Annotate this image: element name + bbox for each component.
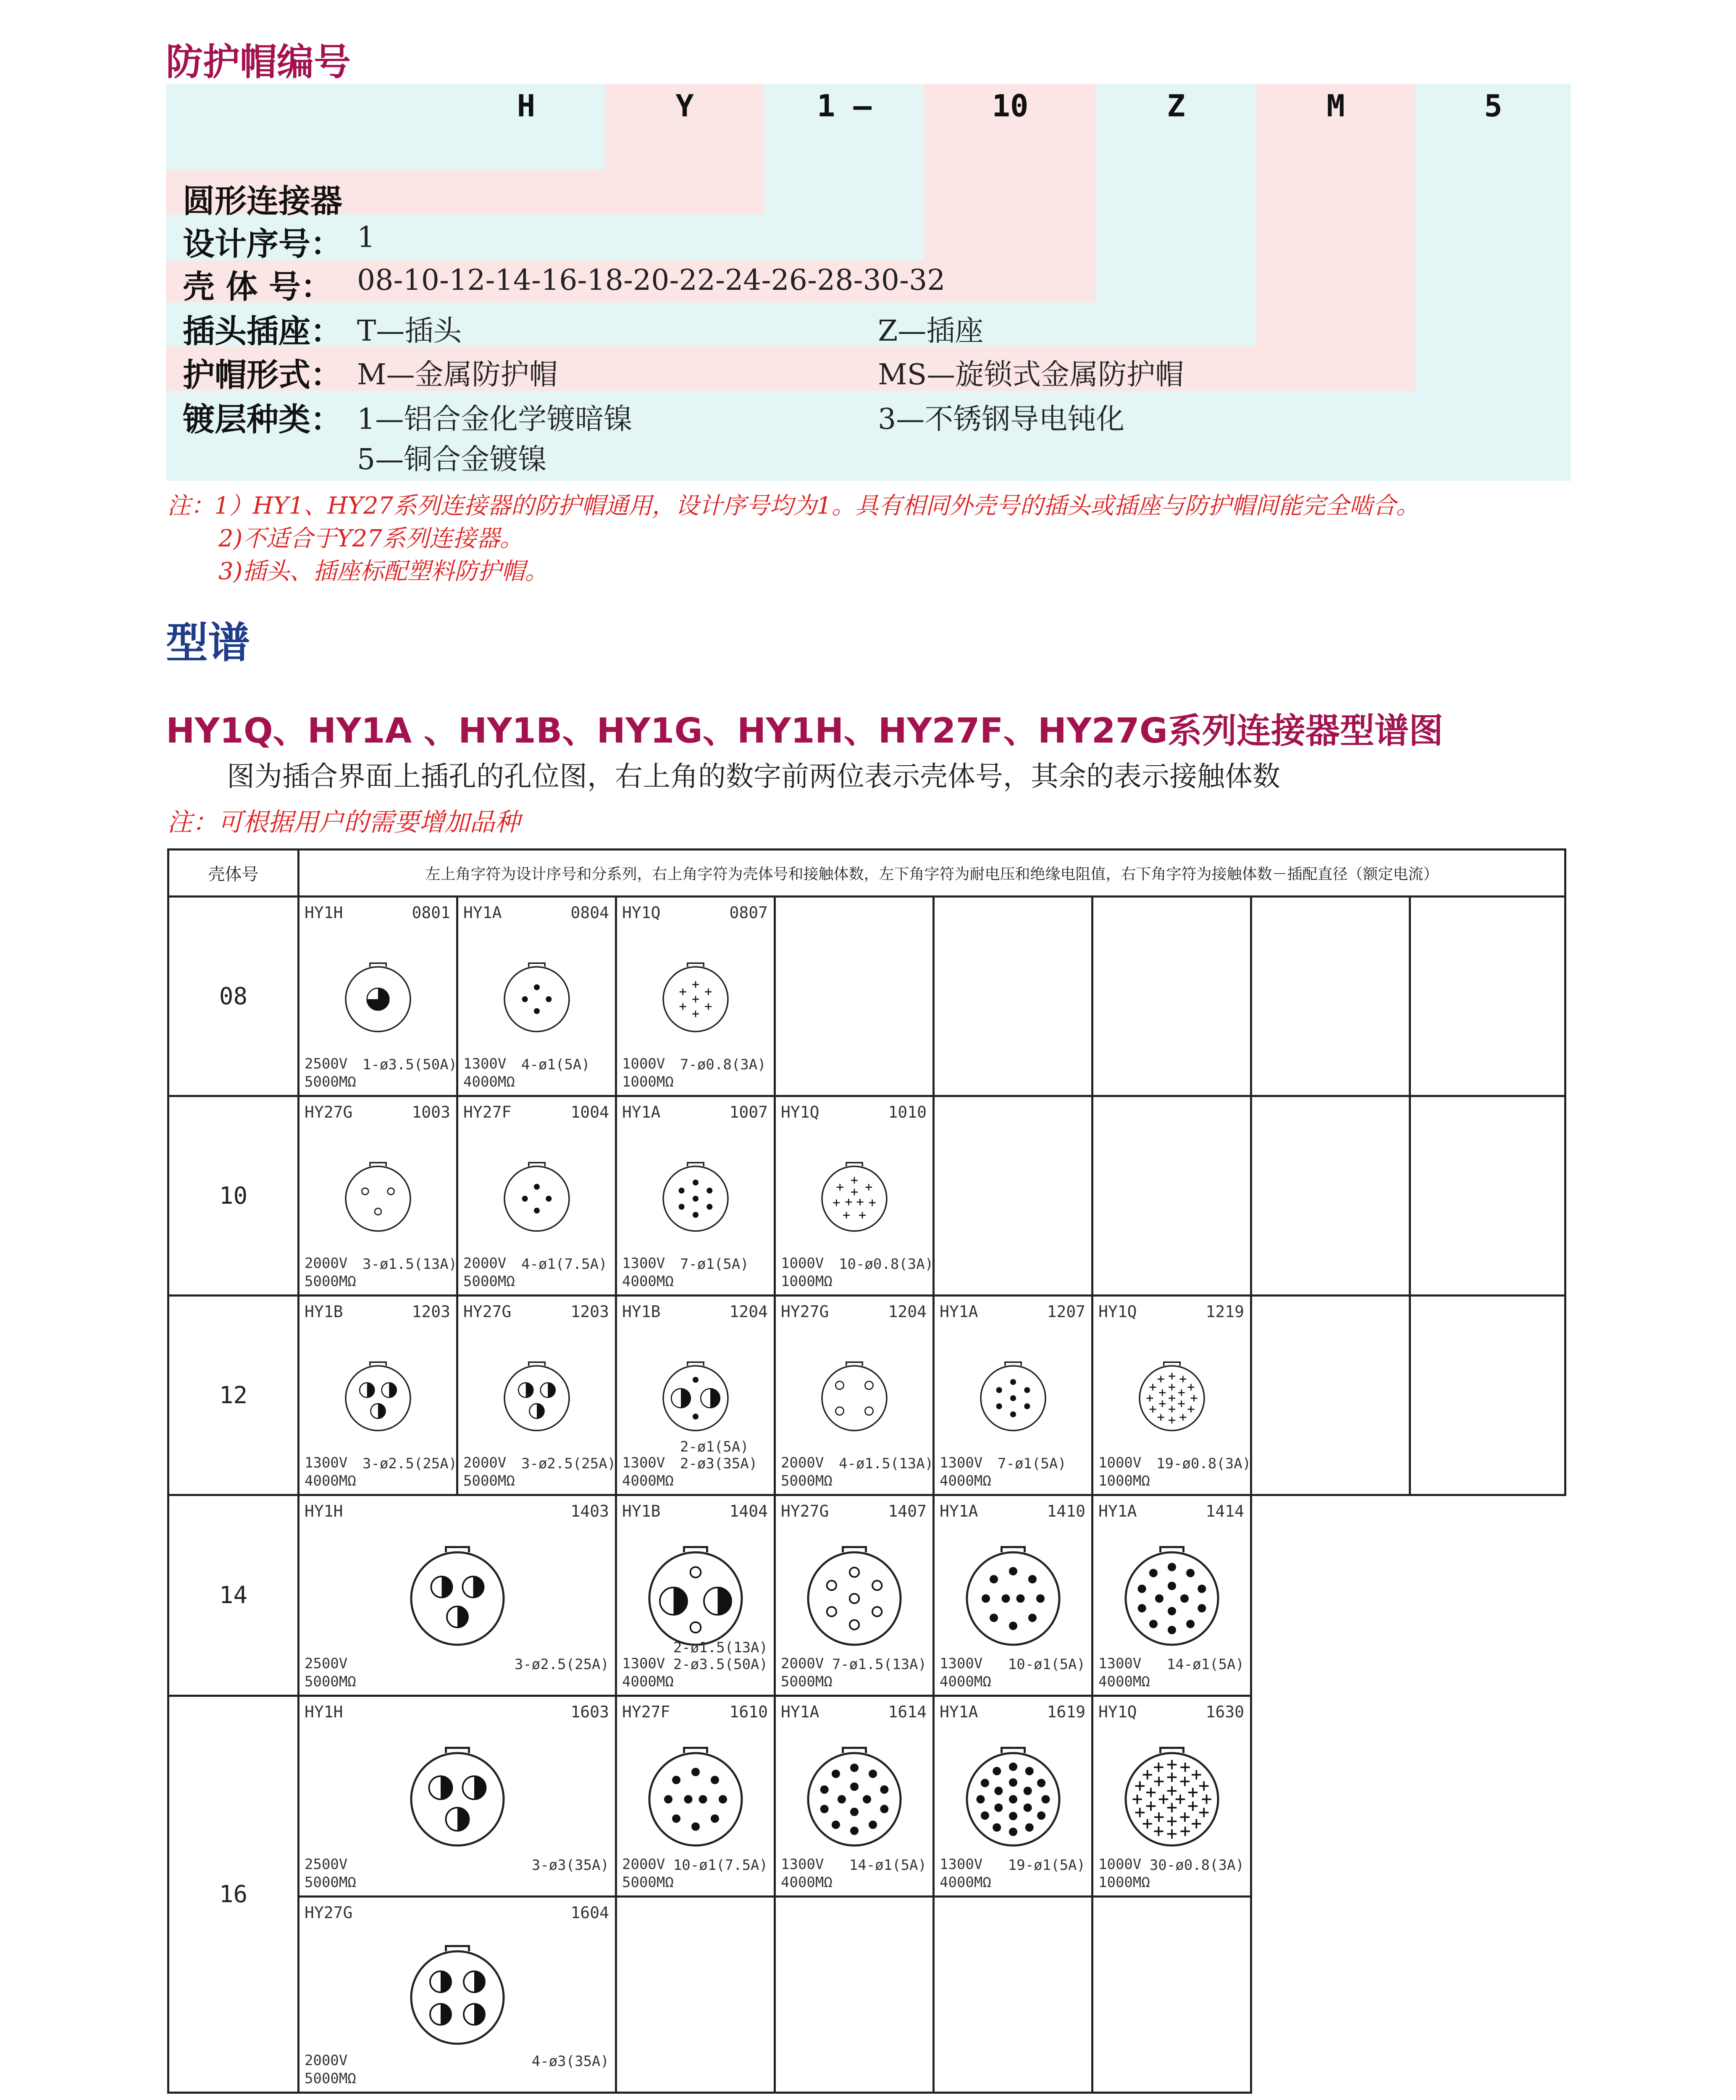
connector-cell bbox=[1093, 1296, 1251, 1495]
cell-voltage-resistance bbox=[1098, 1856, 1150, 1891]
connector-cell bbox=[299, 1495, 616, 1696]
cell-code: 1207 bbox=[1047, 1302, 1085, 1321]
cell-face bbox=[341, 963, 415, 1038]
connector-cell bbox=[775, 1495, 934, 1696]
cell-face bbox=[405, 1945, 510, 2052]
cell-model: HY1A bbox=[1098, 1502, 1137, 1520]
cell-voltage-resistance bbox=[1098, 1655, 1150, 1690]
cell-code: 1610 bbox=[729, 1703, 768, 1721]
cell-code: 1203 bbox=[570, 1302, 609, 1321]
connector-face-icon bbox=[1119, 1747, 1224, 1852]
cell-model: HY27F bbox=[463, 1103, 512, 1121]
cell-model: HY1Q bbox=[1098, 1302, 1137, 1321]
cell-resistance: 5000MΩ bbox=[305, 1673, 356, 1690]
cell-resistance: 5000MΩ bbox=[305, 1874, 356, 1891]
cell-voltage-resistance bbox=[622, 1255, 674, 1290]
cell-resistance: 4000MΩ bbox=[940, 1874, 991, 1891]
cell-contact-spec: 3-ø2.5(25A) bbox=[521, 1455, 616, 1472]
cell-code: 1003 bbox=[412, 1103, 450, 1121]
cell-model: HY27G bbox=[781, 1502, 829, 1520]
cell-voltage: 1300V bbox=[305, 1454, 348, 1471]
code-part-y: Y bbox=[675, 88, 694, 123]
connector-face-icon bbox=[341, 1162, 415, 1236]
cell-model: HY1B bbox=[305, 1302, 343, 1321]
cell-voltage-resistance bbox=[463, 1055, 515, 1091]
connector-face-icon bbox=[961, 1546, 1066, 1651]
cell-face bbox=[405, 1747, 510, 1853]
cell-code: 1403 bbox=[570, 1502, 609, 1520]
cell-face bbox=[961, 1747, 1066, 1853]
cell-face bbox=[659, 1162, 732, 1237]
shell-16: 16 bbox=[168, 1696, 299, 2093]
section2-title: 型谱 bbox=[166, 618, 250, 667]
cell-model: HY1Q bbox=[781, 1103, 819, 1121]
cell-voltage-resistance bbox=[1098, 1454, 1150, 1490]
row-label-plug: 插头插座： bbox=[183, 312, 342, 350]
cell-voltage: 2500V bbox=[305, 1055, 348, 1072]
shell-10: 10 bbox=[168, 1096, 299, 1296]
cell-voltage: 1300V bbox=[622, 1655, 665, 1672]
connector-face-icon bbox=[659, 1162, 732, 1236]
cell-code: 1404 bbox=[729, 1502, 768, 1520]
cell-voltage-resistance bbox=[622, 1454, 674, 1490]
section1-title: 防护帽编号 bbox=[166, 40, 351, 84]
cell-code: 1614 bbox=[888, 1703, 927, 1721]
cell-face bbox=[976, 1362, 1050, 1437]
cell-voltage-resistance bbox=[781, 1856, 833, 1891]
cell-voltage-resistance bbox=[305, 2052, 356, 2087]
cell-resistance: 1000MΩ bbox=[1098, 1472, 1150, 1489]
cell-voltage: 1300V bbox=[940, 1454, 983, 1471]
cell-voltage-resistance bbox=[781, 1454, 833, 1490]
cell-code: 1219 bbox=[1205, 1302, 1244, 1321]
cell-resistance: 5000MΩ bbox=[781, 1673, 833, 1690]
empty-cell bbox=[934, 1096, 1093, 1296]
cell-voltage-resistance bbox=[305, 1055, 356, 1091]
cell-model: HY1H bbox=[305, 1502, 343, 1520]
row-value2-cap: MS—旋锁式金属防护帽 bbox=[878, 358, 1184, 391]
cell-model: HY27G bbox=[463, 1302, 512, 1321]
cell-resistance: 1000MΩ bbox=[781, 1273, 833, 1290]
cell-voltage: 2000V bbox=[622, 1856, 665, 1873]
cell-contact-spec: 19-ø1(5A) bbox=[1008, 1857, 1085, 1874]
cell-voltage: 1000V bbox=[622, 1055, 665, 1072]
empty-cell bbox=[934, 1897, 1093, 2093]
series-title: HY1Q、HY1A 、HY1B、HY1G、HY1H、HY27F、HY27G系列连接器型谱图 bbox=[166, 711, 1444, 751]
cell-model: HY1A bbox=[940, 1302, 978, 1321]
cell-voltage: 2500V bbox=[305, 1856, 348, 1873]
cell-code: 0807 bbox=[729, 903, 768, 922]
cell-contact-spec: 3-ø3(35A) bbox=[531, 1857, 609, 1874]
cell-voltage: 2000V bbox=[463, 1255, 507, 1272]
cell-contact-spec: 19-ø0.8(3A) bbox=[1156, 1455, 1251, 1472]
cell-contact-spec: 4-ø3(35A) bbox=[531, 2053, 609, 2070]
cell-contact-spec: 3-ø2.5(25A) bbox=[514, 1656, 609, 1673]
cell-contact-spec: 2-ø1.5(13A) 2-ø3.5(50A) bbox=[673, 1639, 768, 1673]
cell-resistance: 5000MΩ bbox=[305, 1073, 356, 1090]
row-label-cap: 护帽形式： bbox=[183, 356, 342, 394]
empty-cell bbox=[616, 1897, 775, 2093]
connector-face-icon bbox=[817, 1362, 891, 1435]
cell-resistance: 5000MΩ bbox=[463, 1273, 515, 1290]
connector-cell bbox=[299, 897, 457, 1096]
series-note: 注：可根据用户的需要增加品种 bbox=[167, 808, 520, 837]
connector-cell bbox=[457, 1096, 616, 1296]
cell-model: HY1A bbox=[940, 1502, 978, 1520]
table-header-desc: 左上角字符为设计序号和分系列，右上角字符为壳体号和接触体数，左下角字符为耐电压和绝缘电阻值，右下角字符为接触体数－插配直径（额定电流） bbox=[299, 850, 1565, 897]
connector-cell bbox=[616, 1696, 775, 1897]
row-value-cap: M—金属防护帽 bbox=[357, 358, 558, 391]
cell-voltage-resistance bbox=[781, 1255, 833, 1290]
empty-cell bbox=[1410, 897, 1565, 1096]
cell-face bbox=[659, 1362, 732, 1437]
empty-cell bbox=[1093, 1096, 1251, 1296]
cell-voltage-resistance bbox=[622, 1856, 674, 1891]
row-value2-plug: Z—插座 bbox=[878, 315, 984, 348]
cell-voltage: 1300V bbox=[463, 1055, 507, 1072]
cell-face bbox=[817, 1162, 891, 1237]
cell-voltage: 2000V bbox=[463, 1454, 507, 1471]
cell-resistance: 5000MΩ bbox=[622, 1874, 674, 1891]
cell-voltage: 2000V bbox=[305, 1255, 348, 1272]
cell-code: 1004 bbox=[570, 1103, 609, 1121]
cell-voltage: 1300V bbox=[1098, 1655, 1142, 1672]
cell-model: HY27G bbox=[305, 1103, 353, 1121]
cell-face bbox=[1119, 1546, 1224, 1653]
cell-voltage-resistance bbox=[781, 1655, 833, 1690]
connector-face-icon bbox=[341, 963, 415, 1036]
cell-contact-spec: 4-ø1(7.5A) bbox=[521, 1256, 607, 1273]
cell-face bbox=[341, 1162, 415, 1237]
cell-voltage: 2000V bbox=[305, 2052, 348, 2069]
connector-cell bbox=[299, 1096, 457, 1296]
row-label-connector: 圆形连接器 bbox=[183, 182, 342, 220]
cell-face bbox=[405, 1546, 510, 1653]
connector-cell bbox=[775, 1296, 934, 1495]
code-part-1: 1 — bbox=[817, 88, 872, 123]
cell-code: 1407 bbox=[888, 1502, 927, 1520]
cell-voltage-resistance bbox=[305, 1856, 356, 1891]
cell-face bbox=[1119, 1747, 1224, 1853]
code-part-m: M bbox=[1326, 88, 1345, 123]
connector-face-icon bbox=[659, 1362, 732, 1435]
connector-face-icon bbox=[405, 1747, 510, 1852]
cell-contact-spec: 4-ø1(5A) bbox=[521, 1056, 590, 1073]
connector-spec-table bbox=[167, 848, 1566, 2094]
cell-face bbox=[341, 1362, 415, 1437]
shell-12: 12 bbox=[168, 1296, 299, 1495]
connector-cell bbox=[299, 1296, 457, 1495]
cell-resistance: 5000MΩ bbox=[305, 1273, 356, 1290]
cell-face bbox=[500, 963, 573, 1038]
cell-face bbox=[802, 1747, 907, 1853]
cell-contact-spec: 10-ø1(7.5A) bbox=[673, 1857, 768, 1874]
empty-cell bbox=[1410, 1296, 1565, 1495]
cell-contact-spec: 14-ø1(5A) bbox=[1166, 1656, 1244, 1673]
cell-resistance: 4000MΩ bbox=[463, 1073, 515, 1090]
empty-cell bbox=[934, 897, 1093, 1096]
cell-resistance: 4000MΩ bbox=[1098, 1673, 1150, 1690]
cell-voltage: 1000V bbox=[1098, 1856, 1142, 1873]
cell-contact-spec: 7-ø1(5A) bbox=[998, 1455, 1066, 1472]
connector-face-icon bbox=[643, 1546, 748, 1651]
cell-contact-spec: 10-ø0.8(3A) bbox=[839, 1256, 934, 1273]
code-part-5: 5 bbox=[1484, 88, 1502, 123]
cell-model: HY1A bbox=[781, 1703, 819, 1721]
cell-contact-spec: 14-ø1(5A) bbox=[849, 1857, 927, 1874]
cell-contact-spec: 7-ø1.5(13A) bbox=[832, 1656, 927, 1673]
cell-voltage: 1000V bbox=[781, 1255, 824, 1272]
table-header-shell: 壳体号 bbox=[168, 850, 299, 897]
connector-face-icon bbox=[802, 1546, 907, 1651]
cell-voltage: 2500V bbox=[305, 1655, 348, 1672]
row-value-plating-2: 5—铜合金镀镍 bbox=[357, 443, 547, 476]
connector-cell bbox=[457, 897, 616, 1096]
cell-resistance: 5000MΩ bbox=[463, 1472, 515, 1489]
shell-08: 08 bbox=[168, 897, 299, 1096]
code-part-z: Z bbox=[1167, 88, 1185, 123]
cell-resistance: 4000MΩ bbox=[781, 1874, 833, 1891]
cell-contact-spec: 30-ø0.8(3A) bbox=[1149, 1857, 1244, 1874]
cell-face bbox=[643, 1747, 748, 1853]
cell-code: 1603 bbox=[570, 1703, 609, 1721]
row-value-design: 1 bbox=[357, 221, 376, 254]
empty-cell bbox=[1251, 1296, 1410, 1495]
cell-model: HY27G bbox=[305, 1903, 353, 1922]
cell-contact-spec: 4-ø1.5(13A) bbox=[839, 1455, 934, 1472]
cell-voltage-resistance bbox=[622, 1655, 674, 1690]
cell-voltage: 1300V bbox=[622, 1454, 665, 1471]
cell-model: HY27G bbox=[781, 1302, 829, 1321]
cell-voltage-resistance bbox=[463, 1454, 515, 1490]
row-value-plug: T—插头 bbox=[357, 315, 462, 348]
empty-cell bbox=[1251, 897, 1410, 1096]
cell-face bbox=[643, 1546, 748, 1653]
connector-cell bbox=[299, 1696, 616, 1897]
connector-face-icon bbox=[802, 1747, 907, 1852]
cell-voltage: 2000V bbox=[781, 1655, 824, 1672]
connector-cell bbox=[1093, 1696, 1251, 1897]
cell-model: HY1Q bbox=[1098, 1703, 1137, 1721]
cell-resistance: 1000MΩ bbox=[622, 1073, 674, 1090]
connector-cell bbox=[616, 1296, 775, 1495]
cell-voltage-resistance bbox=[940, 1856, 991, 1891]
connector-face-icon bbox=[643, 1747, 748, 1852]
note-1: 注：1）HY1、HY27系列连接器的防护帽通用，设计序号均为1。具有相同外壳号的插头或插座与防护帽间能完全啮合。 bbox=[167, 492, 1420, 520]
connector-face-icon bbox=[817, 1162, 891, 1236]
row-value-plating: 1—铝合金化学镀暗镍 bbox=[357, 403, 633, 436]
cell-resistance: 1000MΩ bbox=[1098, 1874, 1150, 1891]
cell-code: 1604 bbox=[570, 1903, 609, 1922]
cell-resistance: 4000MΩ bbox=[622, 1673, 674, 1690]
connector-cell bbox=[934, 1696, 1093, 1897]
cell-voltage: 1300V bbox=[940, 1655, 983, 1672]
cell-model: HY1B bbox=[622, 1502, 661, 1520]
cell-voltage-resistance bbox=[305, 1454, 356, 1490]
code-part-10: 10 bbox=[992, 88, 1029, 123]
connector-face-icon bbox=[976, 1362, 1050, 1435]
connector-face-icon bbox=[1119, 1546, 1224, 1651]
cell-code: 1204 bbox=[729, 1302, 768, 1321]
cell-code: 1204 bbox=[888, 1302, 927, 1321]
connector-face-icon bbox=[1135, 1362, 1208, 1435]
cell-model: HY1Q bbox=[622, 903, 661, 922]
connector-face-icon bbox=[500, 1162, 573, 1236]
cell-model: HY1H bbox=[305, 1703, 343, 1721]
connector-cell bbox=[934, 1296, 1093, 1495]
cell-code: 0804 bbox=[570, 903, 609, 922]
connector-cell bbox=[1093, 1495, 1251, 1696]
cell-voltage-resistance bbox=[463, 1255, 515, 1290]
empty-cell bbox=[1093, 1897, 1251, 2093]
empty-cell bbox=[1093, 897, 1251, 1096]
cell-contact-spec: 3-ø2.5(25A) bbox=[362, 1455, 457, 1472]
cell-code: 1619 bbox=[1047, 1703, 1085, 1721]
cell-voltage: 1300V bbox=[622, 1255, 665, 1272]
connector-face-icon bbox=[500, 1362, 573, 1435]
note-3: 3)插头、插座标配塑料防护帽。 bbox=[218, 558, 549, 585]
cell-contact-spec: 1-ø3.5(50A) bbox=[362, 1056, 457, 1073]
cell-face bbox=[961, 1546, 1066, 1653]
cell-contact-spec: 3-ø1.5(13A) bbox=[362, 1256, 457, 1273]
cell-contact-spec: 10-ø1(5A) bbox=[1008, 1656, 1085, 1673]
shell-14: 14 bbox=[168, 1495, 299, 1696]
connector-cell bbox=[299, 1897, 616, 2093]
cell-resistance: 4000MΩ bbox=[622, 1273, 674, 1290]
connector-cell bbox=[775, 1096, 934, 1296]
connector-cell bbox=[616, 897, 775, 1096]
cell-face bbox=[817, 1362, 891, 1437]
connector-face-icon bbox=[341, 1362, 415, 1435]
cell-face bbox=[500, 1162, 573, 1237]
cell-resistance: 5000MΩ bbox=[305, 2070, 356, 2087]
row-value-shell: 08-10-12-14-16-18-20-22-24-26-28-30-32 bbox=[357, 264, 945, 297]
cell-code: 1630 bbox=[1205, 1703, 1244, 1721]
cell-model: HY1H bbox=[305, 903, 343, 922]
empty-cell bbox=[775, 897, 934, 1096]
connector-cell bbox=[934, 1495, 1093, 1696]
cell-face bbox=[500, 1362, 573, 1437]
code-part-h: H bbox=[517, 88, 536, 123]
empty-cell bbox=[775, 1897, 934, 2093]
cell-voltage: 1300V bbox=[940, 1856, 983, 1873]
series-description: 图为插合界面上插孔的孔位图，右上角的数字前两位表示壳体号，其余的表示接触体数 bbox=[227, 760, 1280, 793]
connector-cell bbox=[457, 1296, 616, 1495]
cell-voltage: 1300V bbox=[781, 1856, 824, 1873]
connector-face-icon bbox=[405, 1945, 510, 2050]
cell-voltage-resistance bbox=[622, 1055, 674, 1091]
cell-code: 1010 bbox=[888, 1103, 927, 1121]
cell-face bbox=[659, 963, 732, 1038]
cell-resistance: 4000MΩ bbox=[940, 1673, 991, 1690]
connector-cell bbox=[616, 1495, 775, 1696]
cell-contact-spec: 2-ø1(5A) 2-ø3(35A) bbox=[680, 1438, 758, 1472]
cell-model: HY1A bbox=[463, 903, 502, 922]
empty-cell bbox=[1410, 1096, 1565, 1296]
cell-contact-spec: 7-ø1(5A) bbox=[680, 1256, 749, 1273]
cell-model: HY1A bbox=[940, 1703, 978, 1721]
cell-resistance: 5000MΩ bbox=[781, 1472, 833, 1489]
cell-code: 1203 bbox=[412, 1302, 450, 1321]
cell-code: 1410 bbox=[1047, 1502, 1085, 1520]
empty-cell bbox=[1251, 1096, 1410, 1296]
cell-resistance: 4000MΩ bbox=[305, 1472, 356, 1489]
cell-voltage-resistance bbox=[305, 1255, 356, 1290]
connector-face-icon bbox=[659, 963, 732, 1036]
cell-voltage: 2000V bbox=[781, 1454, 824, 1471]
cell-model: HY1A bbox=[622, 1103, 661, 1121]
connector-cell bbox=[616, 1096, 775, 1296]
cell-voltage-resistance bbox=[940, 1655, 991, 1690]
row-label-plating: 镀层种类： bbox=[183, 401, 342, 438]
cell-model: HY27F bbox=[622, 1703, 670, 1721]
cell-face bbox=[1135, 1362, 1208, 1437]
note-2: 2)不适合于Y27系列连接器。 bbox=[218, 525, 523, 552]
cell-voltage-resistance bbox=[940, 1454, 991, 1490]
cell-face bbox=[802, 1546, 907, 1653]
cell-resistance: 4000MΩ bbox=[622, 1472, 674, 1489]
cell-code: 0801 bbox=[412, 903, 450, 922]
cell-resistance: 4000MΩ bbox=[940, 1472, 991, 1489]
cell-code: 1414 bbox=[1205, 1502, 1244, 1520]
cell-contact-spec: 7-ø0.8(3A) bbox=[680, 1056, 766, 1073]
cell-voltage: 1000V bbox=[1098, 1454, 1142, 1471]
connector-cell bbox=[775, 1696, 934, 1897]
row-label-design: 设计序号： bbox=[183, 225, 342, 262]
row-value2-plating: 3—不锈钢导电钝化 bbox=[878, 403, 1125, 436]
cell-code: 1007 bbox=[729, 1103, 768, 1121]
cell-voltage-resistance bbox=[305, 1655, 356, 1690]
connector-face-icon bbox=[500, 963, 573, 1036]
row-label-shell: 壳 体 号： bbox=[183, 268, 333, 305]
connector-face-icon bbox=[405, 1546, 510, 1651]
cell-model: HY1B bbox=[622, 1302, 661, 1321]
connector-face-icon bbox=[961, 1747, 1066, 1852]
